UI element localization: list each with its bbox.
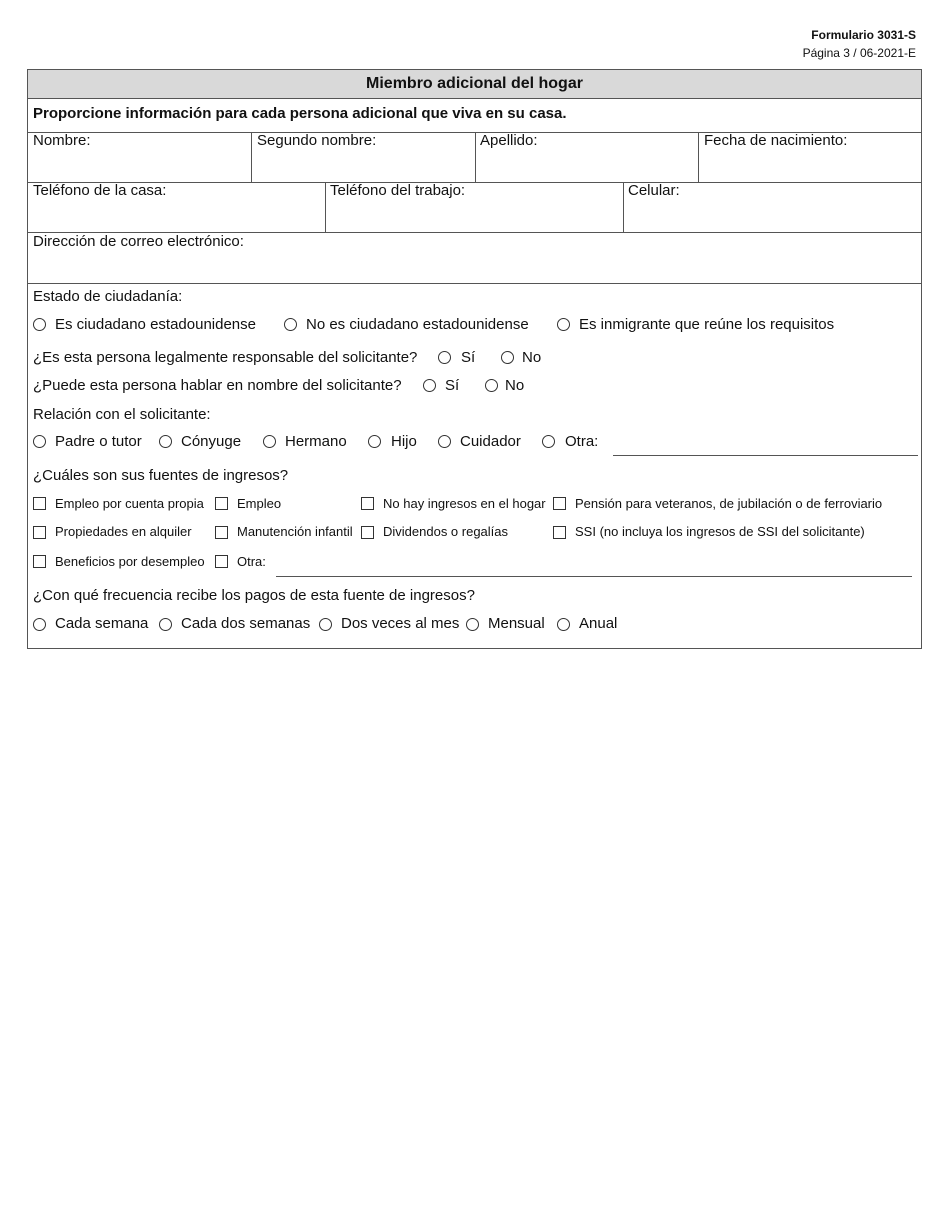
other-relationship-radio[interactable] (542, 435, 555, 448)
child-support-checkbox[interactable] (215, 526, 228, 539)
spouse-option: Cónyuge (181, 433, 242, 450)
form-number: Formulario 3031-S (811, 28, 916, 42)
citizenship-label: Estado de ciudadanía: (33, 288, 183, 305)
unemployment-option: Beneficios por desempleo (55, 554, 205, 569)
citizen-radio[interactable] (33, 318, 46, 331)
biweekly-radio[interactable] (159, 618, 172, 631)
no-household-income-option: No hay ingresos en el hogar (383, 496, 546, 511)
middle-name-label: Segundo nombre: (257, 132, 377, 149)
parent-radio[interactable] (33, 435, 46, 448)
legal-responsible-yes-label: Sí (461, 349, 476, 366)
legal-responsible-question: ¿Es esta persona legalmente responsable del solicitante? (33, 349, 418, 366)
weekly-radio[interactable] (33, 618, 46, 631)
spouse-radio[interactable] (159, 435, 172, 448)
child-option: Hijo (391, 433, 417, 450)
other-relationship-input[interactable] (613, 455, 918, 456)
parent-option: Padre o tutor (55, 433, 142, 450)
sibling-radio[interactable] (263, 435, 276, 448)
home-phone-field[interactable] (29, 183, 324, 231)
pension-option: Pensión para veteranos, de jubilación o de ferroviario (575, 496, 883, 511)
citizen-option: Es ciudadano estadounidense (55, 316, 256, 333)
speak-on-behalf-no-label: No (505, 377, 525, 394)
cell-phone-field[interactable] (624, 183, 921, 231)
birth-date-field[interactable] (699, 133, 921, 181)
unemployment-checkbox[interactable] (33, 555, 46, 568)
household-member-form (27, 69, 922, 649)
ssi-checkbox[interactable] (553, 526, 566, 539)
speak-on-behalf-yes-radio[interactable] (423, 379, 436, 392)
frequency-question: ¿Con qué frecuencia recibe los pagos de esta fuente de ingresos? (33, 587, 475, 604)
self-employment-option: Empleo por cuenta propia (55, 496, 204, 511)
work-phone-field[interactable] (326, 183, 622, 231)
middle-name-field[interactable] (252, 133, 475, 181)
biweekly-option: Cada dos semanas (181, 615, 311, 632)
other-income-option: Otra: (237, 554, 266, 569)
other-income-checkbox[interactable] (215, 555, 228, 568)
child-support-option: Manutención infantil (237, 524, 353, 539)
instruction-text: Proporcione información para cada persona adicional que viva en su casa. (33, 105, 567, 122)
cell-phone-label: Celular: (628, 182, 680, 199)
home-phone-label: Teléfono de la casa: (33, 182, 167, 199)
sibling-option: Hermano (285, 433, 347, 450)
legal-responsible-no-label: No (522, 349, 542, 366)
speak-on-behalf-yes-label: Sí (445, 377, 460, 394)
relationship-label: Relación con el solicitante: (33, 406, 211, 423)
employment-option: Empleo (237, 496, 282, 511)
section-title: Miembro adicional del hogar (28, 70, 921, 99)
email-field[interactable] (29, 234, 920, 282)
caregiver-radio[interactable] (438, 435, 451, 448)
twice-monthly-radio[interactable] (319, 618, 332, 631)
rental-property-checkbox[interactable] (33, 526, 46, 539)
speak-on-behalf-no-radio[interactable] (485, 379, 498, 392)
divider (28, 283, 921, 284)
child-radio[interactable] (368, 435, 381, 448)
pension-checkbox[interactable] (553, 497, 566, 510)
speak-on-behalf-question: ¿Puede esta persona hablar en nombre del solicitante? (33, 377, 402, 394)
qualified-immigrant-option: Es inmigrante que reúne los requisitos (579, 316, 835, 333)
legal-responsible-no-radio[interactable] (501, 351, 514, 364)
monthly-option: Mensual (488, 615, 545, 632)
yearly-option: Anual (579, 615, 618, 632)
first-name-label: Nombre: (33, 132, 91, 149)
work-phone-label: Teléfono del trabajo: (330, 182, 466, 199)
qualified-immigrant-radio[interactable] (557, 318, 570, 331)
dividends-checkbox[interactable] (361, 526, 374, 539)
birth-date-label: Fecha de nacimiento: (704, 132, 848, 149)
other-income-input[interactable] (276, 576, 912, 577)
last-name-field[interactable] (476, 133, 698, 181)
non-citizen-option: No es ciudadano estadounidense (306, 316, 529, 333)
last-name-label: Apellido: (480, 132, 538, 149)
page-info: Página 3 / 06-2021-E (802, 46, 916, 60)
monthly-radio[interactable] (466, 618, 479, 631)
other-relationship-option: Otra: (565, 433, 599, 450)
non-citizen-radio[interactable] (284, 318, 297, 331)
rental-property-option: Propiedades en alquiler (55, 524, 192, 539)
first-name-field[interactable] (29, 133, 250, 181)
email-label: Dirección de correo electrónico: (33, 233, 244, 250)
dividends-option: Dividendos o regalías (383, 524, 509, 539)
self-employment-checkbox[interactable] (33, 497, 46, 510)
legal-responsible-yes-radio[interactable] (438, 351, 451, 364)
no-household-income-checkbox[interactable] (361, 497, 374, 510)
caregiver-option: Cuidador (460, 433, 521, 450)
employment-checkbox[interactable] (215, 497, 228, 510)
weekly-option: Cada semana (55, 615, 149, 632)
yearly-radio[interactable] (557, 618, 570, 631)
income-sources-question: ¿Cuáles son sus fuentes de ingresos? (33, 467, 289, 484)
ssi-option: SSI (no incluya los ingresos de SSI del solicitante) (575, 524, 865, 539)
twice-monthly-option: Dos veces al mes (341, 615, 460, 632)
